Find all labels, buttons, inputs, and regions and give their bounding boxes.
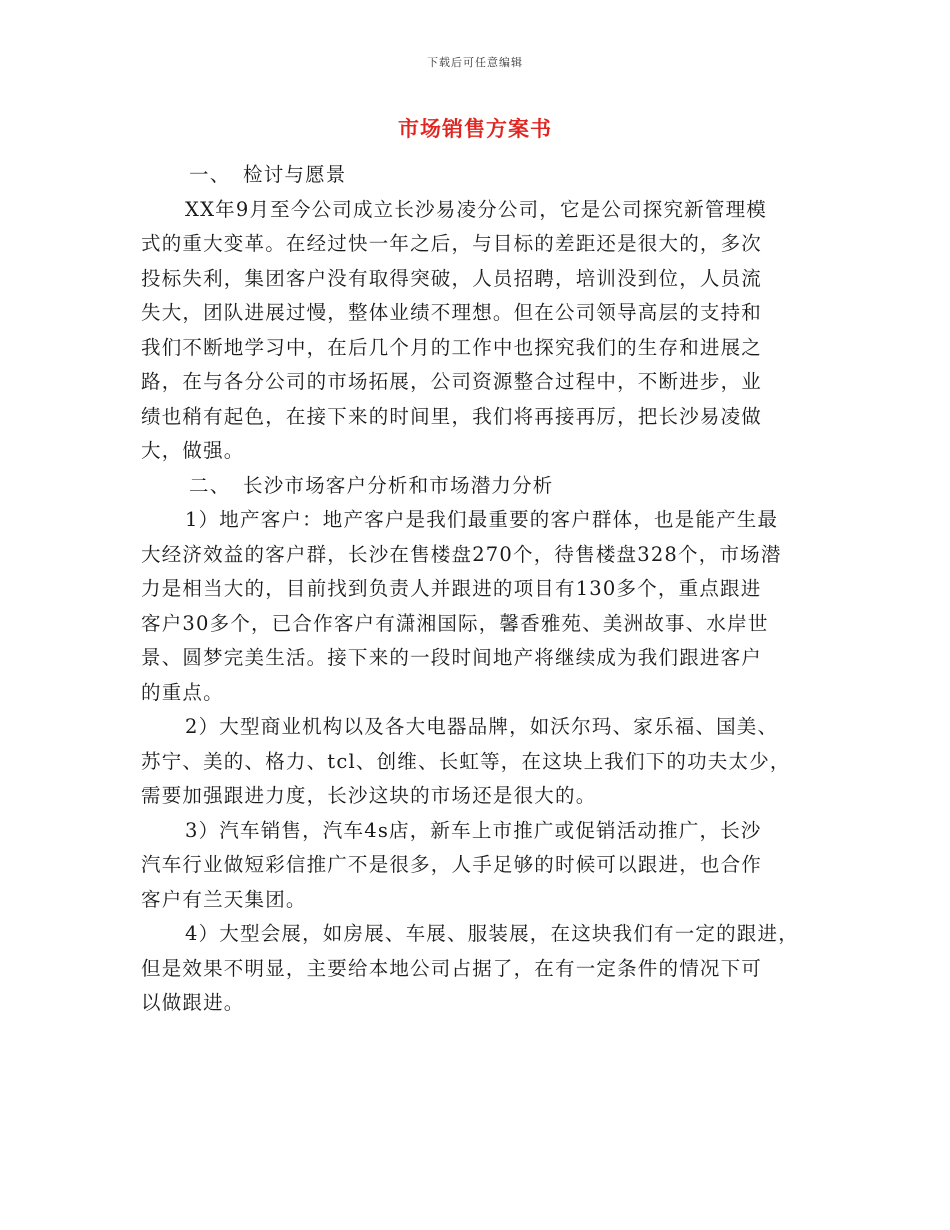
document-body xyxy=(141,158,821,1021)
paragraph-line: 投标失利，集团客户没有取得突破，人员招聘，培训没到位，人员流 xyxy=(141,266,763,290)
paragraph-line: 我们不断地学习中，在后几个月的工作中也探究我们的生存和进展之 xyxy=(141,335,763,359)
paragraph xyxy=(141,193,821,469)
paragraph-line: 绩也稍有起色，在接下来的时间里，我们将再接再厉，把长沙易凌做 xyxy=(141,404,763,428)
section-number: 二、 xyxy=(189,473,231,497)
section-heading xyxy=(141,469,821,504)
paragraph-line: 的重点。 xyxy=(141,680,224,704)
paragraph-line: 4）大型会展，如房展、车展、服装展，在这块我们有一定的跟进， xyxy=(185,922,799,945)
paragraph-line: 客户有兰天集团。 xyxy=(141,887,307,911)
paragraph xyxy=(141,917,821,1021)
paragraph-line: 失大，团队进展过慢，整体业绩不理想。但在公司领导高层的支持和 xyxy=(141,301,763,324)
header-note: 下载后可任意编辑 xyxy=(427,56,523,69)
paragraph-line: 1）地产客户：地产客户是我们最重要的客户群体，也是能产生最 xyxy=(185,508,779,531)
section-number: 一、 xyxy=(189,163,231,186)
document-title: 市场销售方案书 xyxy=(398,116,552,141)
section-heading-text: 长沙市场客户分析和市场潜力分析 xyxy=(243,473,554,497)
paragraph-line: 3）汽车销售，汽车4s店，新车上市推广或促销活动推广，长沙 xyxy=(185,818,762,842)
paragraph-line: 力是相当大的，目前找到负责人并跟进的项目有130多个，重点跟进 xyxy=(141,577,762,600)
paragraph-line: 客户30多个，已合作客户有潇湘国际，馨香雅苑、美洲故事、水岸世 xyxy=(141,611,769,635)
paragraph-line: 但是效果不明显，主要给本地公司占据了，在有一定条件的情况下可 xyxy=(141,956,763,980)
paragraph-line: 以做跟进。 xyxy=(141,991,245,1014)
section-heading xyxy=(141,158,821,193)
paragraph-line: 式的重大变革。在经过快一年之后，与目标的差距还是很大的，多次 xyxy=(141,232,763,255)
paragraph-line: 苏宁、美的、格力、tcl、创维、长虹等，在这块上我们下的功夫太少， xyxy=(141,749,791,773)
paragraph xyxy=(141,503,821,710)
paragraph-line: 景、圆梦完美生活。接下来的一段时间地产将继续成为我们跟进客户 xyxy=(141,646,763,669)
paragraph xyxy=(141,814,821,918)
paragraph-line: 2）大型商业机构以及各大电器品牌，如沃尔玛、家乐福、国美、 xyxy=(185,715,779,738)
paragraph xyxy=(141,710,821,814)
paragraph-line: 需要加强跟进力度，长沙这块的市场还是很大的。 xyxy=(141,784,597,807)
paragraph-line: 大经济效益的客户群，长沙在售楼盘270个，待售楼盘328个，市场潜 xyxy=(141,542,782,566)
paragraph-line: XX年9月至今公司成立长沙易凌分公司，它是公司探究新管理模 xyxy=(185,197,767,221)
paragraph-line: 汽车行业做短彩信推广不是很多，人手足够的时候可以跟进，也合作 xyxy=(141,853,763,876)
section-heading-text: 检讨与愿景 xyxy=(243,163,347,186)
paragraph-line: 路，在与各分公司的市场拓展，公司资源整合过程中，不断进步，业 xyxy=(141,370,763,393)
paragraph-line: 大，做强。 xyxy=(141,439,245,462)
